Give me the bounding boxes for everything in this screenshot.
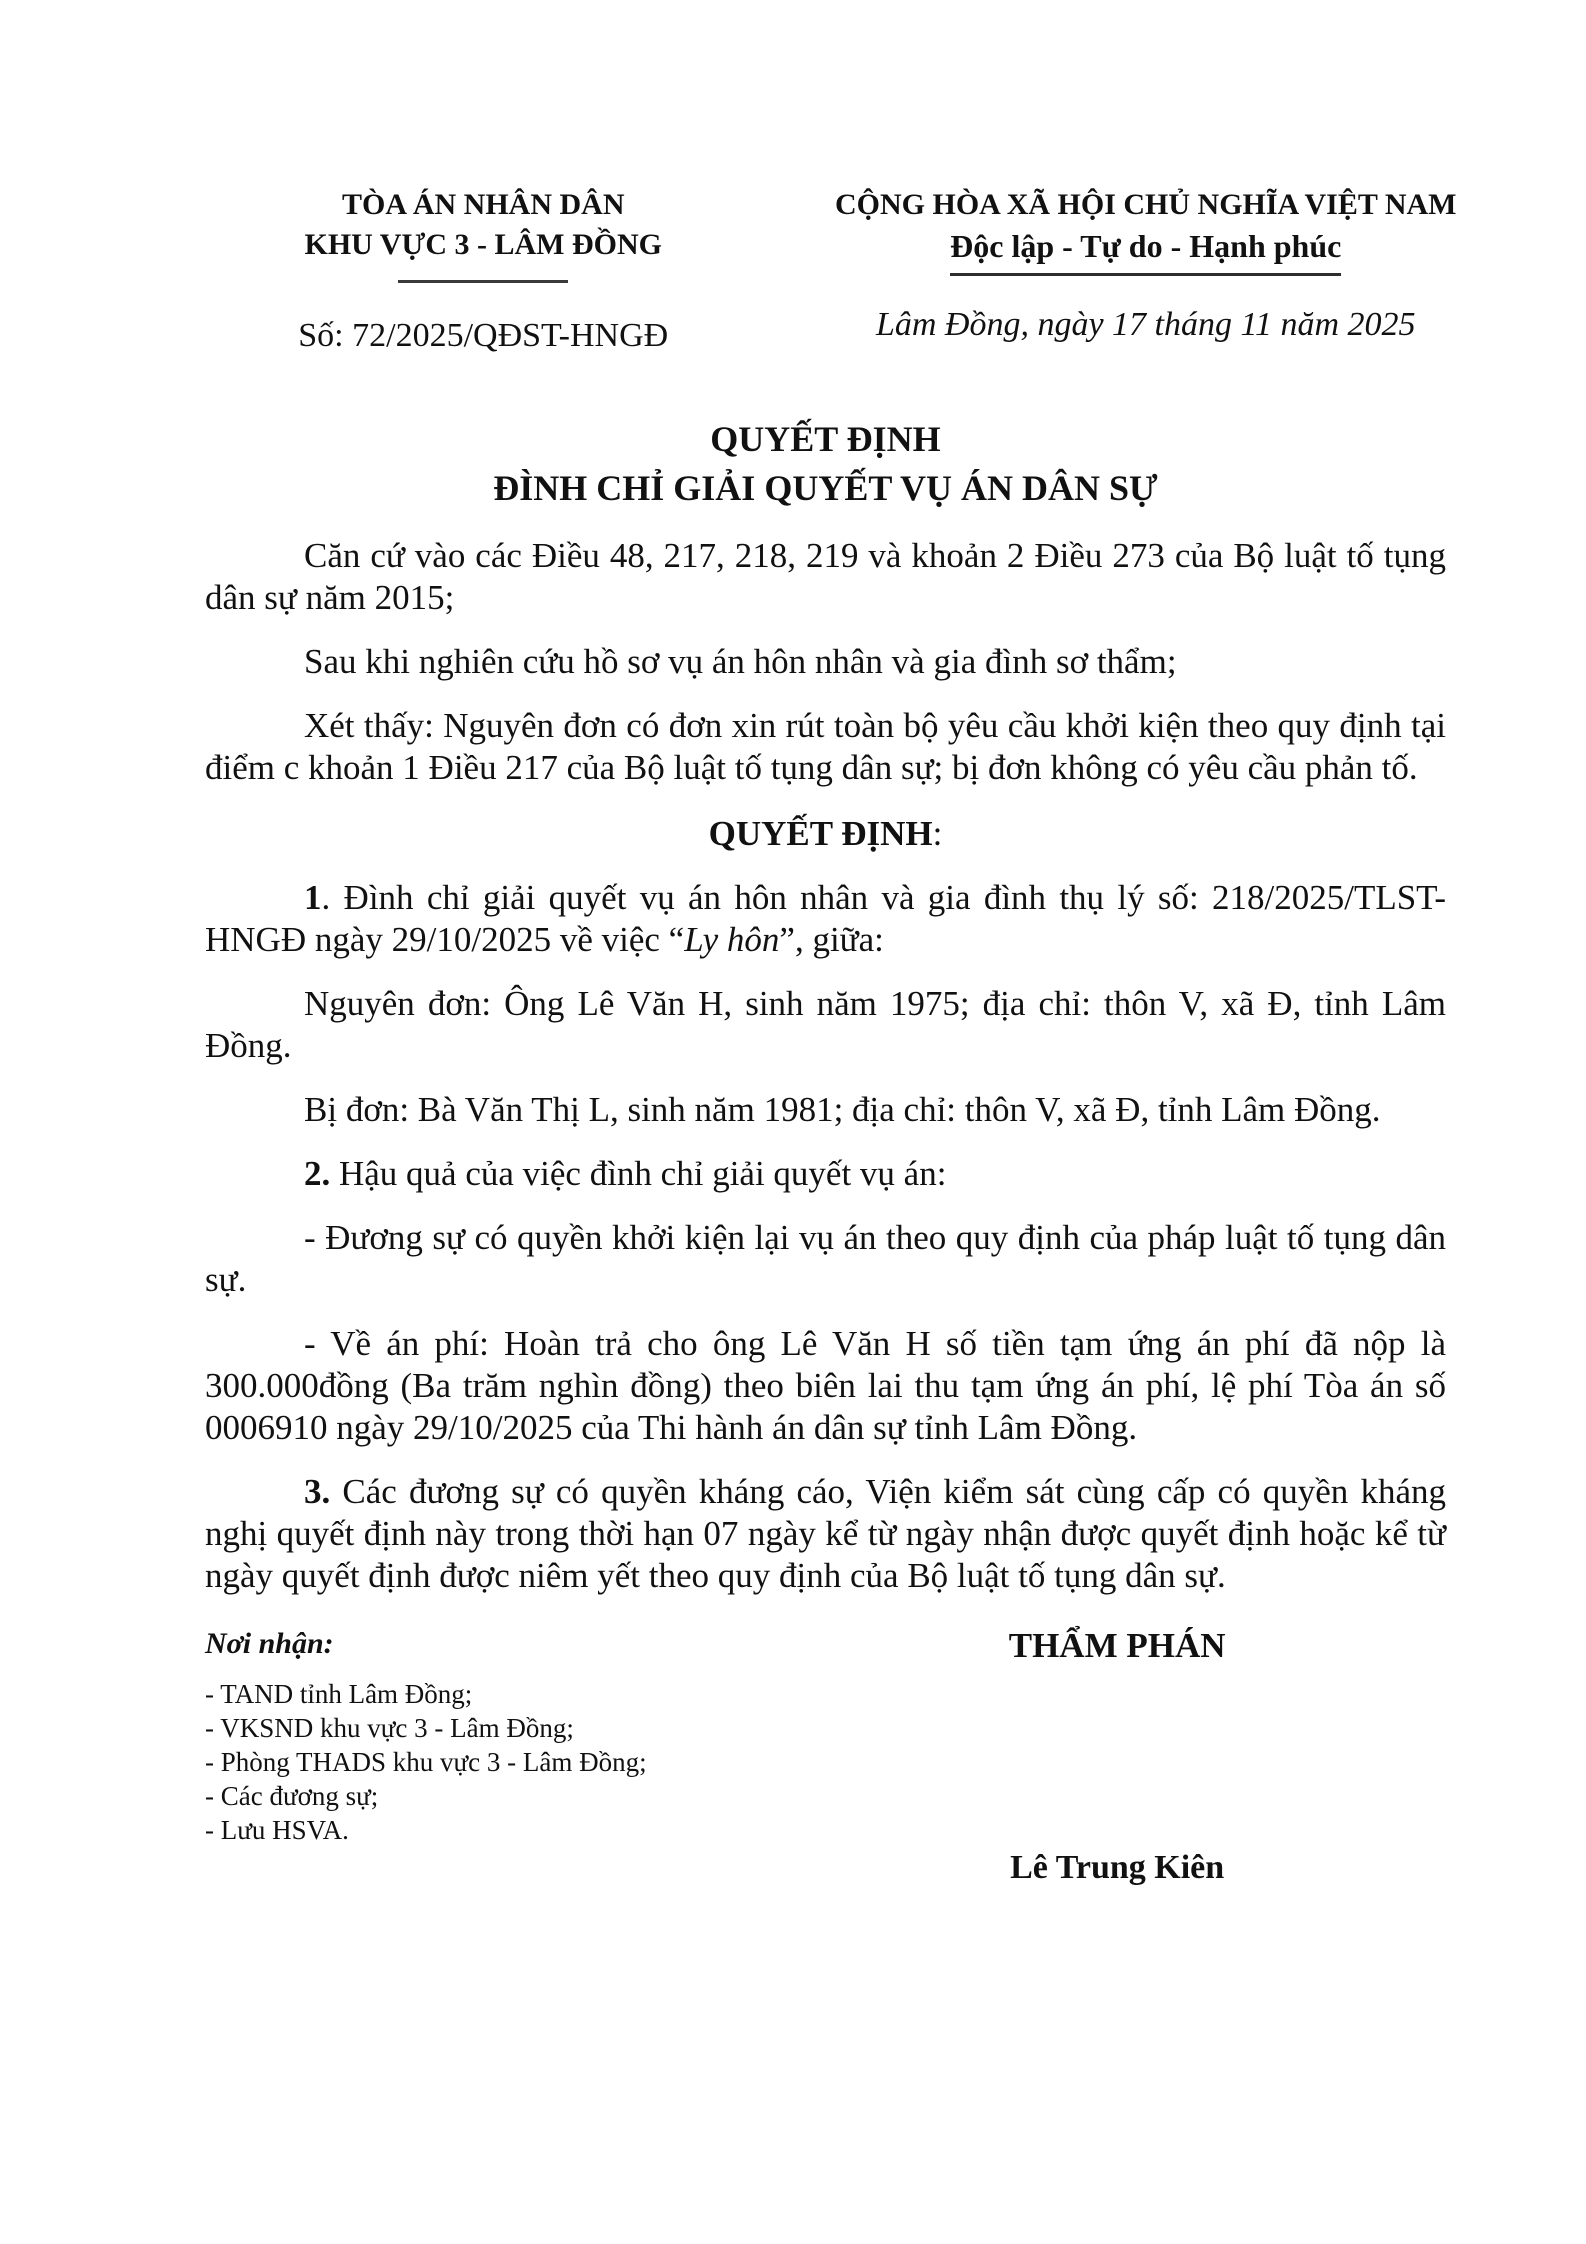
item-2-text: Hậu quả của việc đình chỉ giải quyết vụ án:	[330, 1154, 947, 1193]
decision-heading	[205, 813, 1446, 855]
decision-item-3	[205, 1471, 1446, 1597]
court-name-line1: TÒA ÁN NHÂN DÂN	[341, 188, 625, 221]
item-3-number: 3.	[304, 1472, 331, 1511]
item-1-number: 1	[304, 878, 322, 917]
plaintiff-paragraph: Nguyên đơn: Ông Lê Văn H, sinh năm 1975; địa chỉ: thôn V, xã Đ, tỉnh Lâm Đồng.	[205, 984, 1446, 1065]
document-footer	[205, 1625, 1446, 1889]
document-header	[205, 185, 1530, 357]
signer-name: Lê Trung Kiên	[1010, 1849, 1225, 1886]
court-header-divider	[398, 280, 568, 283]
recipient-item: - VKSND khu vực 3 - Lâm Đồng;	[205, 1713, 574, 1743]
case-type-italic: Ly hôn	[684, 920, 780, 959]
court-name-line2: KHU VỰC 3 - LÂM ĐỒNG	[304, 228, 662, 261]
recipients-list	[205, 1677, 788, 1847]
decision-heading-text: QUYẾT ĐỊNH	[708, 814, 933, 853]
item-1-text-pre: . Đình chỉ giải quyết vụ án hôn nhân và gia đình thụ lý số: 218/2025/TLST-HNGĐ ngày 29/10/2025 về việc “	[205, 878, 1446, 959]
item-2-number: 2.	[304, 1154, 331, 1193]
document-title: QUYẾT ĐỊNH	[710, 419, 941, 459]
item-3-text: Các đương sự có quyền kháng cáo, Viện kiểm sát cùng cấp có quyền kháng nghị quyết định này trong thời hạn 07 ngày kể từ ngày nhận được quyết định hoặc kể từ ngày quyết định được niêm yết theo quy định của Bộ luật tố tụng dân sự.	[205, 1472, 1446, 1595]
place-and-date: Lâm Đồng, ngày 17 tháng 11 năm 2025	[875, 306, 1416, 343]
signer-title: THẨM PHÁN	[1008, 1626, 1226, 1665]
recipients-label: Nơi nhận:	[205, 1627, 334, 1660]
issuing-court-block	[205, 185, 762, 357]
document-number: Số: 72/2025/QĐST-HNGĐ	[298, 317, 669, 354]
findings-paragraph: Xét thấy: Nguyên đơn có đơn xin rút toàn bộ yêu cầu khởi kiện theo quy định tại điểm c khoản 1 Điều 217 của Bộ luật tố tụng dân sự; bị đơn không có yêu cầu phản tố.	[205, 706, 1446, 787]
document-body	[205, 535, 1446, 1597]
national-motto: Độc lập - Tự do - Hạnh phúc	[950, 226, 1341, 276]
document-title-block	[205, 415, 1446, 513]
signature-block	[788, 1625, 1446, 1889]
decision-heading-colon: :	[932, 814, 943, 853]
recipient-item: - Phòng THADS khu vực 3 - Lâm Đồng;	[205, 1747, 647, 1777]
legal-basis-paragraph: Căn cứ vào các Điều 48, 217, 218, 219 và khoản 2 Điều 273 của Bộ luật tố tụng dân sự năm 2015;	[205, 536, 1446, 617]
decision-item-2	[205, 1153, 1446, 1195]
item-1-text-post: ”, giữa:	[779, 920, 884, 959]
review-paragraph: Sau khi nghiên cứu hồ sơ vụ án hôn nhân và gia đình sơ thẩm;	[304, 642, 1177, 681]
defendant-paragraph: Bị đơn: Bà Văn Thị L, sinh năm 1981; địa chỉ: thôn V, xã Đ, tỉnh Lâm Đồng.	[304, 1090, 1381, 1129]
recipient-item: - TAND tỉnh Lâm Đồng;	[205, 1679, 473, 1709]
document-subtitle: ĐÌNH CHỈ GIẢI QUYẾT VỤ ÁN DÂN SỰ	[493, 468, 1158, 508]
recipients-block	[205, 1625, 788, 1889]
recipient-item: - Các đương sự;	[205, 1781, 379, 1811]
national-title: CỘNG HÒA XÃ HỘI CHỦ NGHĨA VIỆT NAM	[835, 188, 1457, 221]
national-motto-block	[762, 185, 1531, 357]
motto-wrap	[762, 226, 1531, 276]
recipient-item: - Lưu HSVA.	[205, 1815, 349, 1845]
consequence-paragraph-1: - Đương sự có quyền khởi kiện lại vụ án theo quy định của pháp luật tố tụng dân sự.	[205, 1218, 1446, 1299]
decision-item-1	[205, 877, 1446, 961]
consequence-paragraph-2: - Về án phí: Hoàn trả cho ông Lê Văn H số tiền tạm ứng án phí đã nộp là 300.000đồng (Ba trăm nghìn đồng) theo biên lai thu tạm ứng án phí, lệ phí Tòa án số 0006910 ngày 29/10/2025 của Thi hành án dân sự tỉnh Lâm Đồng.	[205, 1324, 1446, 1447]
